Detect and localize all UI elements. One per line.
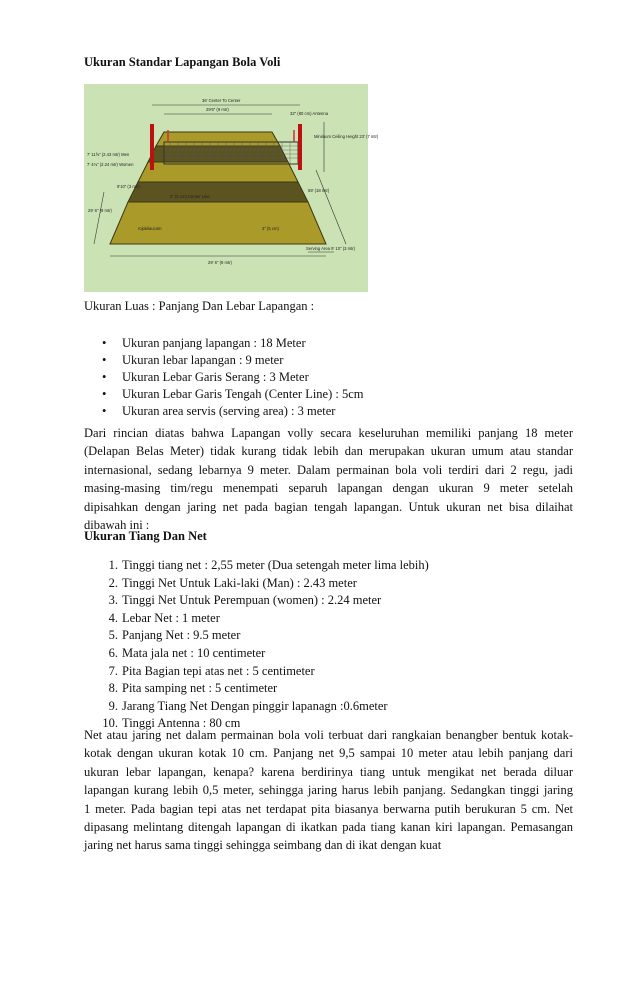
list-item: • Ukuran Lebar Garis Tengah (Center Line) : 5cm [102,387,364,401]
list-item: 1. Tinggi tiang net : 2,55 meter (Dua setengah meter lima lebih) [108,558,429,572]
label-center-line: 2" (5 cm) Center Line [170,194,210,199]
court-near-back-zone [110,202,326,244]
left-post [150,124,154,170]
label-29-6-left: 29' 6" (9 mtr) [88,208,112,213]
paragraph-1: Dari rincian diatas bahwa Lapangan volly secara keseluruhan memiliki panjang 18 meter (Delapan Belas Meter) tidak kurang tidak lebih dan merupakan ukuran umum atau standar internasional, sedang lebarnya 9 meter. Dalam permainan bola voli terdiri dari 2 regu, jadi masing-masing tim/regu menempati separuh lapangan dengan ukuran 9 meter setelah dipisahkan dengan jaring net pada bagian tengah lapangan. Untuk ukuran net bisa dilaihat dibawah ini : [84,426,573,533]
section-title-tiang-net: Ukuran Tiang Dan Net [84,529,207,543]
list-item: • Ukuran panjang lapangan : 18 Meter [102,336,306,350]
list-item: 9. Jarang Tiang Net Dengan pinggir lapanagn :0.6meter [108,698,388,713]
list-item: 4. Lebar Net : 1 meter [108,610,220,625]
intro-text: Ukuran Luas : Panjang Dan Lebar Lapangan : [84,299,315,313]
list-item: 6. Mata jala net : 10 centimeter [108,645,266,660]
label-59: 59' (18 mtr) [308,188,330,193]
label-bottom-width: 29' 6" (9 mtr) [208,260,232,265]
label-min-ceiling: Minimum Ceiling Height 23' (7 mtr) [314,134,379,139]
label-men: 7' 11⅝" (2.43 mtr) Men [87,152,130,157]
court-center-band [128,182,308,202]
label-29-6: 29'6" (9 mtr) [206,107,229,112]
label-watermark: rojokilaucom [138,226,162,231]
label-serving-area: Serving Area 9' 10" (3 mtr) [306,246,356,251]
list-item: • Ukuran lebar lapangan : 9 meter [102,353,284,367]
page-title: Ukuran Standar Lapangan Bola Voli [84,55,281,69]
label-antenna: 32" (80 cm) Antenna [290,111,329,116]
list-item: 3. Tinggi Net Untuk Perempuan (women) : 2.24 meter [108,593,382,608]
dimension-bullet-list [84,335,364,420]
list-item: 2. Tinggi Net Untuk Laki-laki (Man) : 2.43 meter [108,575,357,590]
label-women: 7' 4⅛" (2.24 mtr) Women [87,162,134,167]
court-diagram-svg [84,84,379,292]
list-item: • Ukuran Lebar Garis Serang : 3 Meter [102,370,309,384]
list-item: 7. Pita Bagian tepi atas net : 5 centimeter [108,663,315,678]
court-diagram [84,84,379,292]
label-center-to-center: 36' Center To Center [202,98,241,103]
label-2in-5cm: 2" (5 cm) [262,226,279,231]
list-item: 10. Tinggi Antenna : 80 cm [102,716,241,731]
right-post [298,124,302,170]
list-item: 8. Pita samping net : 5 centimeter [108,681,278,696]
label-9-10: 9'10" (3 mtr) [117,184,140,189]
court-near-attack-zone [138,162,298,182]
list-item: 5. Panjang Net : 9.5 meter [108,628,241,643]
paragraph-2: Net atau jaring net dalam permainan bola voli terbuat dari rangkaian benangber bentuk kotak- kotak dengan ukuran kotak 10 cm. Panjang net 9,5 sampai 10 meter atau lebih panjang dari ukuran lebar lapangan, kenapa? karena berdirinya tiang untuk mengikat net berada diluar lapangan kurang lebih 0,5 meter, sehingga jaring harus lebih panjang. Sedangkan tinggi jaring 1 meter. Pada bagian tepi atas net terdapat pita biasanya berwarna putih berukuran 5 cm. Net dipasang melintang ditengah lapangan di ikatkan pada tiang kanan kiri lapangan. Pemasangan jaring net harus sama tinggi sehingga seimbang dan di ikat dengan kuat [84,728,573,853]
list-item: • Ukuran area servis (serving area) : 3 meter [102,404,336,418]
net-spec-list [84,557,429,733]
